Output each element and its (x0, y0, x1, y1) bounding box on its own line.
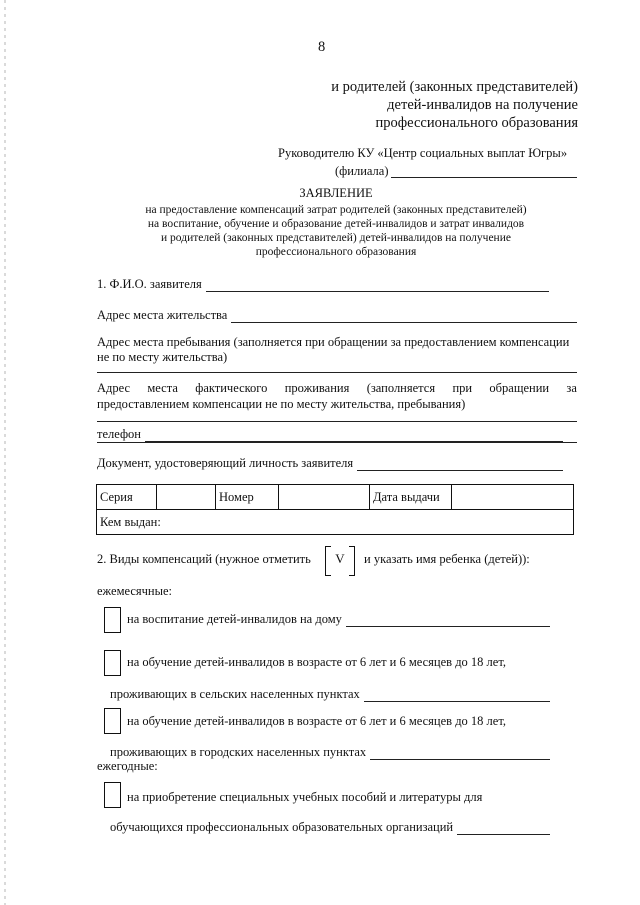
branch-field-line[interactable] (391, 177, 577, 178)
checkbox-rural-education[interactable] (104, 650, 121, 676)
fio-label: 1. Ф.И.О. заявителя (97, 277, 202, 291)
id-document-label: Документ, удостоверяющий личность заявителя (97, 456, 354, 470)
rural-education-label: на обучение детей-инвалидов в возрасте от 6 лет и 6 месяцев до 18 лет, (127, 655, 506, 669)
home-education-field[interactable] (127, 612, 550, 627)
actual-address-field-line[interactable] (97, 421, 577, 422)
section2-prefix: 2. Виды компенсаций (нужное отметить (97, 552, 311, 566)
monthly-heading: ежемесячные: (97, 584, 173, 598)
residence-field[interactable] (97, 308, 577, 323)
statement-line: профессионального образования (255, 246, 417, 258)
table-row (97, 510, 574, 535)
statement-line: на воспитание, обучение и образование детей-инвалидов и затрат инвалидов (147, 218, 525, 230)
fio-field[interactable] (97, 277, 549, 292)
actual-address-label-cont: предоставлением компенсации не по месту жительства, пребывания) (97, 397, 466, 411)
actual-address-label: Адрес места фактического проживания (заполняется при обращении за (97, 381, 577, 395)
statement-title: ЗАЯВЛЕНИЕ (299, 186, 373, 200)
residence-label: Адрес места жительства (97, 308, 228, 322)
scan-edge (4, 0, 6, 905)
checkbox-home-education[interactable] (104, 607, 121, 633)
id-document-field[interactable] (97, 456, 563, 471)
phone-label: телефон (97, 427, 141, 441)
checkbox-urban-education[interactable] (104, 708, 121, 734)
table-row (97, 485, 574, 510)
urban-education-label: на обучение детей-инвалидов в возрасте от 6 лет и 6 месяцев до 18 лет, (127, 714, 506, 728)
number-label: Номер (216, 485, 279, 510)
checkmark-sample (325, 546, 355, 574)
phone-extra-line (97, 442, 577, 443)
study-materials-label-cont: обучающихся профессиональных образовательных организаций (110, 820, 454, 834)
rural-education-label-cont: проживающих в сельских населенных пунктах (110, 687, 360, 701)
study-materials-field[interactable] (110, 820, 550, 835)
rural-education-field[interactable] (110, 687, 550, 702)
header-line: и родителей (законных представителей) (331, 79, 578, 95)
stay-label-cont: не по месту жительства) (97, 350, 228, 364)
stay-label: Адрес места пребывания (заполняется при обращении за предоставлением компенсации (97, 335, 570, 349)
addressee-line: Руководителю КУ «Центр социальных выплат Югры» (278, 146, 568, 160)
header-line: детей-инвалидов на получение (387, 97, 578, 113)
checkbox-study-materials[interactable] (104, 782, 121, 808)
series-label: Серия (97, 485, 157, 510)
urban-education-field[interactable] (110, 745, 550, 760)
number-cell[interactable] (279, 485, 370, 510)
phone-field[interactable] (97, 427, 563, 442)
study-materials-label: на приобретение специальных учебных пособий и литературы для (127, 790, 483, 804)
id-document-table (96, 484, 574, 535)
series-cell[interactable] (157, 485, 216, 510)
issued-by-label: Кем выдан: (100, 514, 161, 529)
section2-suffix: и указать имя ребенка (детей)): (364, 552, 530, 566)
statement-line: на предоставление компенсаций затрат родителей (законных представителей) (145, 204, 527, 216)
issue-date-label: Дата выдачи (370, 485, 452, 510)
header-line: профессионального образования (375, 115, 578, 131)
urban-education-label-cont: проживающих в городских населенных пунктах (110, 745, 367, 759)
addressee-branch: (филиала) (335, 164, 389, 178)
page-number: 8 (318, 39, 326, 55)
home-education-label: на воспитание детей-инвалидов на дому (127, 612, 342, 626)
yearly-heading: ежегодные: (97, 759, 158, 773)
check-mark-icon: V (335, 551, 345, 566)
issue-date-cell[interactable] (452, 485, 574, 510)
stay-field-line[interactable] (97, 372, 577, 373)
issued-by-cell[interactable] (97, 510, 574, 535)
statement-line: и родителей (законных представителей) детей-инвалидов на получение (161, 232, 511, 244)
